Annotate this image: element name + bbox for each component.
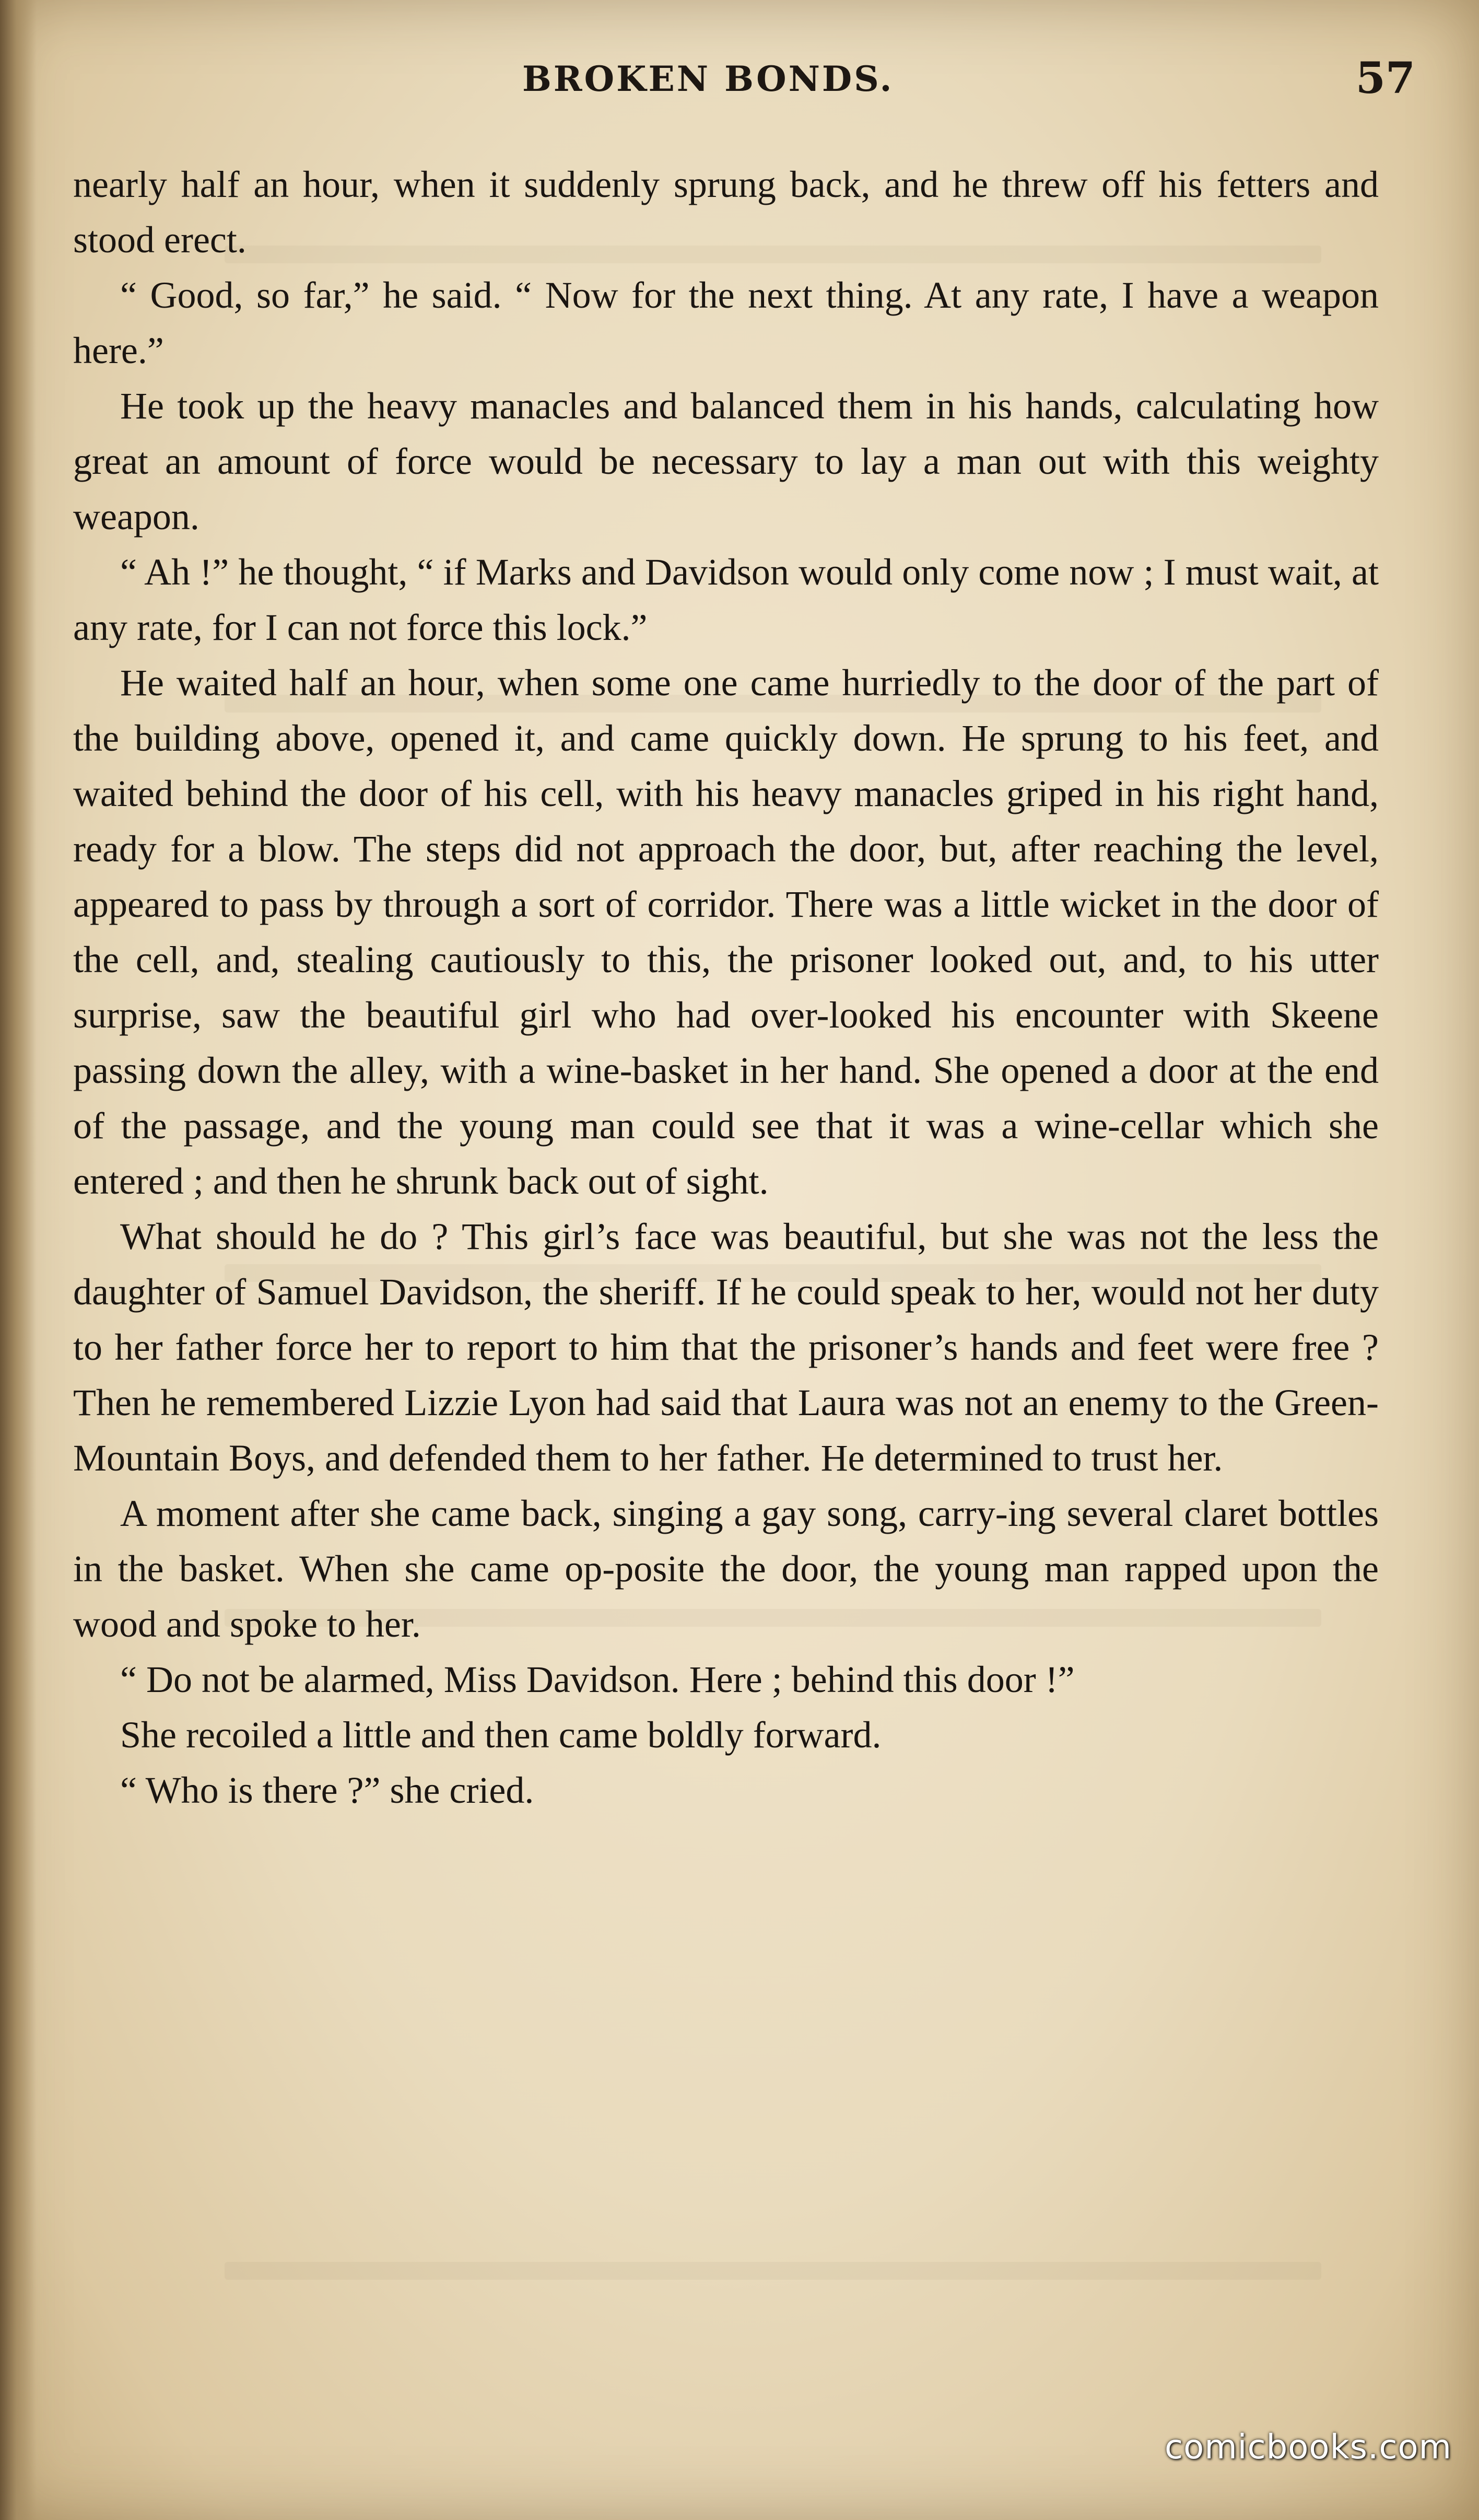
paragraph: “ Who is there ?” she cried.: [120, 1769, 534, 1811]
binding-edge: [0, 0, 37, 2520]
paragraph: “ Ah !” he thought, “ if Marks and Davidson would only come now ; I must wait, at any rate, for I can not force this lock.”: [73, 551, 1379, 648]
page-number: 57: [1355, 53, 1415, 103]
paragraph: “ Good, so far,” he said. “ Now for the next thing. At any rate, I have a weapon here.”: [73, 274, 1379, 371]
body-text: [73, 157, 1379, 2372]
running-title: BROKEN BONDS.: [522, 59, 894, 99]
paragraph: nearly half an hour, when it suddenly sprung back, and he threw off his fetters and stood erect.: [73, 164, 1379, 261]
paragraph: He took up the heavy manacles and balanced them in his hands, calculating how great an amount of force would be necessary to lay a man out with this weighty weapon.: [73, 385, 1379, 538]
site-watermark: comicbooks.com: [1164, 2428, 1452, 2467]
paragraph: She recoiled a little and then came boldly forward.: [120, 1714, 882, 1756]
paragraph: What should he do ? This girl’s face was beautiful, but she was not the less the daughter of Samuel Davidson, the sheriff. If he could speak to her, would not her duty to her father force her to report to him that the prisoner’s hands and feet were free ? Then he remembered Lizzie Lyon had said that Laura was not an enemy to the Green-Mountain Boys, and defended them to her father. He determined to trust her.: [73, 1216, 1379, 1479]
paragraph: A moment after she came back, singing a gay song, carry-ing several claret bottles in the basket. When she came op-posite the door, the young man rapped upon the wood and spoke to her.: [73, 1492, 1379, 1645]
paragraph: He waited half an hour, when some one came hurriedly to the door of the part of the building above, opened it, and came quickly down. He sprung to his feet, and waited behind the door of his cell, with his heavy manacles griped in his right hand, ready for a blow. The steps did not approach the door, but, after reaching the level, appeared to pass by through a sort of corridor. There was a little wicket in the door of the cell, and, stealing cautiously to this, the prisoner looked out, and, to his utter surprise, saw the beautiful girl who had over-looked his encounter with Skeene passing down the alley, with a wine-basket in her hand. She opened a door at the end of the passage, and the young man could see that it was a wine-cellar which she entered ; and then he shrunk back out of sight.: [73, 662, 1379, 1202]
paragraph: “ Do not be alarmed, Miss Davidson. Here ; behind this door !”: [120, 1659, 1075, 1700]
